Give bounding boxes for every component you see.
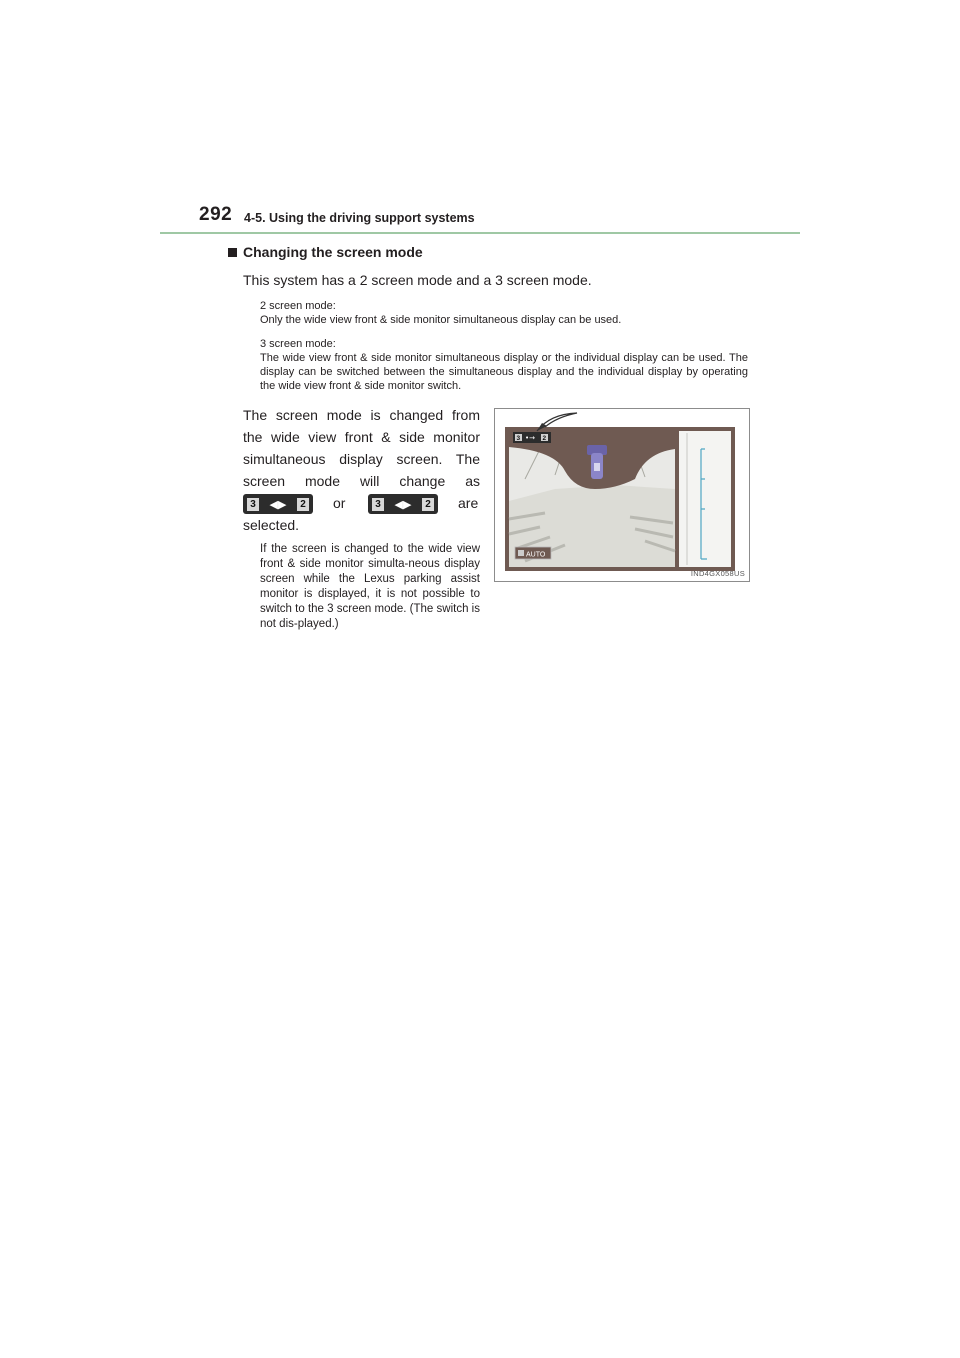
heading: Changing the screen mode [243,244,423,260]
car-window-icon [594,463,600,471]
figure-btn-right: 2 [542,435,547,442]
paragraph-line: simultaneous display screen. The [243,451,480,467]
mode-2-heading: 2 screen mode: [260,300,336,312]
mode-2-text: Only the wide view front & side monitor simultaneous display can be used. [260,314,622,326]
or-text: or [333,495,346,511]
heading-square-icon [228,248,237,257]
monitor-figure [494,408,750,582]
figure-code: IND4GX058US [690,569,745,578]
are-text: are [458,495,479,511]
mode-3-heading: 3 screen mode: [260,338,336,350]
mode-3-text: The wide view front & side monitor simultaneous display or the individual display can be used. The display can be switched between the simultaneous display and the individual display by operating the wide view front & side monitor switch. [260,352,748,392]
figure-arrow-icon: •→ [525,434,535,442]
screen-mode-switch-icon [243,494,313,514]
intro-text: This system has a 2 screen mode and a 3 screen mode. [243,272,592,288]
screen-3-icon: 3 [247,498,259,511]
paragraph-line: The screen mode is changed from [243,407,480,423]
camera-icon [518,550,524,556]
page-number: 292 [199,204,233,225]
screen-mode-switch-icon [368,494,438,514]
paragraph-line: the wide view front & side monitor [243,429,480,445]
note-text: If the screen is changed to the wide view front & side monitor simulta-neous display screen while the Lexus parking assist monitor is displayed, it is not possible to switch to the 3 screen mode. (The switch is not dis-played.) [260,543,480,630]
screen-2-icon: 2 [297,498,309,511]
left-right-arrow-icon: ◀▶ [394,498,412,511]
screen-2-icon: 2 [422,498,434,511]
paragraph-line: screen mode will change as [243,473,480,489]
auto-label: AUTO [526,551,546,559]
screen-3-icon: 3 [372,498,384,511]
paragraph-end: selected. [243,517,300,533]
monitor-illustration [495,409,749,581]
section-title: 4-5. Using the driving support systems [244,211,475,225]
figure-btn-left: 3 [516,435,521,442]
header-rule [160,232,800,234]
left-right-arrow-icon: ◀▶ [269,498,287,511]
